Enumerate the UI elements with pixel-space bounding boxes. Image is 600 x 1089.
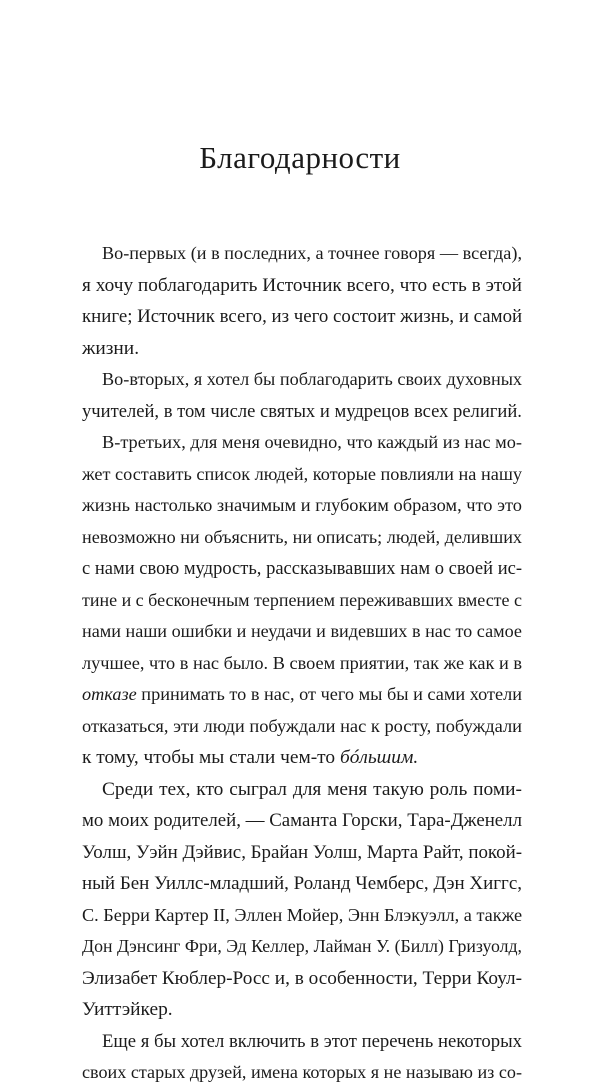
emphasized-word: отказе bbox=[82, 684, 137, 704]
text-run: к тому, чтобы мы стали чем-то bbox=[82, 747, 340, 768]
text-line: Среди тех, кто сыграл для меня такую роль поми- bbox=[102, 778, 522, 800]
text-line: с нами свою мудрость, рассказывавших нам о своей ис- bbox=[82, 558, 522, 579]
text-line bbox=[82, 742, 522, 774]
text-line bbox=[82, 679, 522, 711]
text-line: я хочу поблагодарить Источник всего, что есть в этой bbox=[82, 274, 522, 296]
text-line: мо моих родителей, — Саманта Горски, Тара-Дженелл bbox=[82, 810, 522, 831]
text-line: Элизабет Кюблер-Росс и, в особенности, Терри Коул- bbox=[82, 967, 523, 989]
text-line: своих старых друзей, имена которых я не называю из со- bbox=[82, 1062, 522, 1082]
text-line: Во-вторых, я хотел бы поблагодарить своих духовных bbox=[102, 369, 523, 389]
text-line: Уолш, Уэйн Дэйвис, Брайан Уолш, Марта Райт, покой- bbox=[82, 841, 523, 863]
chapter-title: Благодарности bbox=[199, 140, 401, 175]
text-line: Уиттэйкер. bbox=[82, 999, 173, 1020]
text-line: лучшее, что в нас было. В своем приятии, так же как и в bbox=[82, 652, 522, 673]
text-line: Дон Дэнсинг Фри, Эд Келлер, Лайман У. (Билл) Гризуолд, bbox=[82, 936, 522, 956]
text-line: Во-первых (и в последних, а точнее говоря — всегда), bbox=[102, 243, 522, 263]
text-line: тине и с бесконечным терпением переживавших вместе с bbox=[82, 589, 522, 610]
text-line: учителей, в том числе святых и мудрецов всех религий. bbox=[82, 400, 522, 422]
text-line: жизнь настолько значимым и глубоким образом, что это bbox=[82, 495, 522, 515]
text-line: ный Бен Уиллс-младший, Роланд Чемберс, Дэн Хиггс, bbox=[82, 873, 522, 894]
text-line: Еще я бы хотел включить в этот перечень некоторых bbox=[102, 1030, 522, 1052]
body-text bbox=[82, 238, 522, 1089]
text-line: нами наши ошибки и неудачи и видевших в нас то самое bbox=[82, 621, 522, 641]
text-line: жет составить список людей, которые повлияли на нашу bbox=[82, 463, 522, 484]
emphasized-word: бóльшим. bbox=[339, 747, 419, 768]
text-line: С. Берри Картер II, Эллен Мойер, Энн Блэкуэлл, а также bbox=[82, 904, 523, 925]
text-line: жизни. bbox=[82, 337, 140, 359]
text-line: В-третьих, для меня очевидно, что каждый из нас мо- bbox=[102, 432, 522, 452]
text-line: отказаться, эти люди побуждали нас к росту, побуждали bbox=[82, 715, 522, 736]
text-run: принимать то в нас, от чего мы бы и сами хотели bbox=[136, 684, 522, 704]
text-line: невозможно ни объяснить, ни описать; людей, деливших bbox=[82, 526, 522, 547]
text-line: книге; Источник всего, из чего состоит жизнь, и самой bbox=[82, 306, 523, 327]
